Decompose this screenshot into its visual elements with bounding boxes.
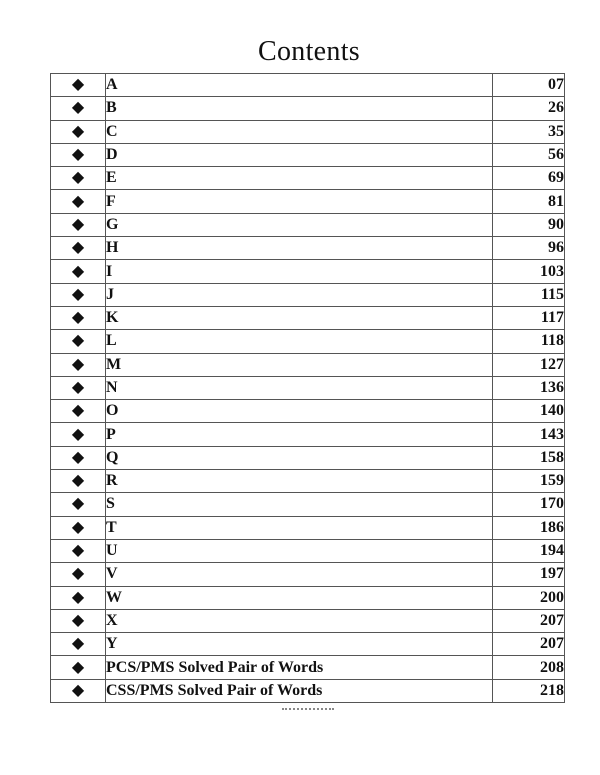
toc-entry-label: M	[106, 353, 493, 376]
toc-row	[51, 376, 565, 399]
diamond-bullet-icon: ◆	[51, 586, 106, 609]
toc-entry-page: 207	[493, 609, 565, 632]
diamond-bullet-icon: ◆	[51, 190, 106, 213]
toc-row	[51, 446, 565, 469]
diamond-bullet-icon: ◆	[51, 656, 106, 679]
diamond-bullet-icon: ◆	[51, 376, 106, 399]
toc-entry-page: 158	[493, 446, 565, 469]
diamond-bullet-icon: ◆	[51, 400, 106, 423]
toc-entry-page: 96	[493, 237, 565, 260]
diamond-bullet-icon: ◆	[51, 493, 106, 516]
toc-row	[51, 656, 565, 679]
toc-entry-page: 90	[493, 213, 565, 236]
toc-entry-label: L	[106, 330, 493, 353]
diamond-bullet-icon: ◆	[51, 330, 106, 353]
toc-entry-label: PCS/PMS Solved Pair of Words	[106, 656, 493, 679]
toc-row	[51, 237, 565, 260]
diamond-bullet-icon: ◆	[51, 633, 106, 656]
toc-entry-page: 218	[493, 679, 565, 702]
contents-table	[50, 73, 565, 703]
toc-entry-page: 07	[493, 74, 565, 97]
toc-row	[51, 353, 565, 376]
toc-row	[51, 74, 565, 97]
page-title: Contents	[258, 36, 360, 67]
toc-entry-label: D	[106, 143, 493, 166]
toc-entry-label: J	[106, 283, 493, 306]
toc-entry-page: 117	[493, 306, 565, 329]
toc-entry-label: R	[106, 470, 493, 493]
diamond-bullet-icon: ◆	[51, 97, 106, 120]
toc-entry-page: 170	[493, 493, 565, 516]
diamond-bullet-icon: ◆	[51, 423, 106, 446]
diamond-bullet-icon: ◆	[51, 609, 106, 632]
diamond-bullet-icon: ◆	[51, 213, 106, 236]
toc-entry-label: F	[106, 190, 493, 213]
toc-row	[51, 539, 565, 562]
diamond-bullet-icon: ◆	[51, 74, 106, 97]
diamond-bullet-icon: ◆	[51, 563, 106, 586]
toc-entry-page: 207	[493, 633, 565, 656]
toc-entry-label: E	[106, 167, 493, 190]
toc-row	[51, 190, 565, 213]
toc-entry-page: 136	[493, 376, 565, 399]
diamond-bullet-icon: ◆	[51, 167, 106, 190]
toc-row	[51, 283, 565, 306]
toc-entry-label: Q	[106, 446, 493, 469]
contents-body	[51, 74, 565, 703]
toc-entry-page: 159	[493, 470, 565, 493]
diamond-bullet-icon: ◆	[51, 446, 106, 469]
toc-entry-page: 127	[493, 353, 565, 376]
toc-entry-label: X	[106, 609, 493, 632]
toc-row	[51, 633, 565, 656]
toc-entry-page: 197	[493, 563, 565, 586]
toc-entry-page: 208	[493, 656, 565, 679]
diamond-bullet-icon: ◆	[51, 306, 106, 329]
toc-entry-page: 200	[493, 586, 565, 609]
diamond-bullet-icon: ◆	[51, 260, 106, 283]
toc-entry-page: 194	[493, 539, 565, 562]
toc-row	[51, 679, 565, 702]
toc-entry-page: 186	[493, 516, 565, 539]
toc-entry-label: G	[106, 213, 493, 236]
toc-entry-label: H	[106, 237, 493, 260]
toc-row	[51, 423, 565, 446]
toc-row	[51, 260, 565, 283]
toc-row	[51, 167, 565, 190]
end-mark	[282, 708, 334, 710]
toc-row	[51, 213, 565, 236]
toc-row	[51, 120, 565, 143]
toc-entry-label: U	[106, 539, 493, 562]
diamond-bullet-icon: ◆	[51, 237, 106, 260]
toc-entry-label: B	[106, 97, 493, 120]
diamond-bullet-icon: ◆	[51, 283, 106, 306]
toc-entry-page: 115	[493, 283, 565, 306]
toc-row	[51, 470, 565, 493]
toc-entry-label: P	[106, 423, 493, 446]
toc-entry-label: O	[106, 400, 493, 423]
toc-row	[51, 516, 565, 539]
toc-entry-page: 56	[493, 143, 565, 166]
toc-row	[51, 330, 565, 353]
diamond-bullet-icon: ◆	[51, 539, 106, 562]
diamond-bullet-icon: ◆	[51, 120, 106, 143]
toc-entry-page: 140	[493, 400, 565, 423]
toc-row	[51, 586, 565, 609]
toc-entry-page: 118	[493, 330, 565, 353]
toc-entry-page: 35	[493, 120, 565, 143]
toc-entry-label: V	[106, 563, 493, 586]
toc-row	[51, 493, 565, 516]
toc-entry-label: T	[106, 516, 493, 539]
diamond-bullet-icon: ◆	[51, 143, 106, 166]
toc-row	[51, 609, 565, 632]
toc-entry-label: I	[106, 260, 493, 283]
toc-entry-page: 81	[493, 190, 565, 213]
diamond-bullet-icon: ◆	[51, 679, 106, 702]
toc-entry-label: K	[106, 306, 493, 329]
diamond-bullet-icon: ◆	[51, 516, 106, 539]
toc-entry-label: W	[106, 586, 493, 609]
diamond-bullet-icon: ◆	[51, 470, 106, 493]
toc-entry-page: 103	[493, 260, 565, 283]
toc-entry-label: CSS/PMS Solved Pair of Words	[106, 679, 493, 702]
toc-row	[51, 97, 565, 120]
toc-row	[51, 306, 565, 329]
toc-entry-label: S	[106, 493, 493, 516]
toc-row	[51, 563, 565, 586]
toc-entry-page: 26	[493, 97, 565, 120]
toc-entry-label: Y	[106, 633, 493, 656]
toc-entry-page: 69	[493, 167, 565, 190]
toc-entry-label: C	[106, 120, 493, 143]
toc-entry-page: 143	[493, 423, 565, 446]
diamond-bullet-icon: ◆	[51, 353, 106, 376]
toc-entry-label: A	[106, 74, 493, 97]
toc-row	[51, 400, 565, 423]
toc-entry-label: N	[106, 376, 493, 399]
toc-row	[51, 143, 565, 166]
